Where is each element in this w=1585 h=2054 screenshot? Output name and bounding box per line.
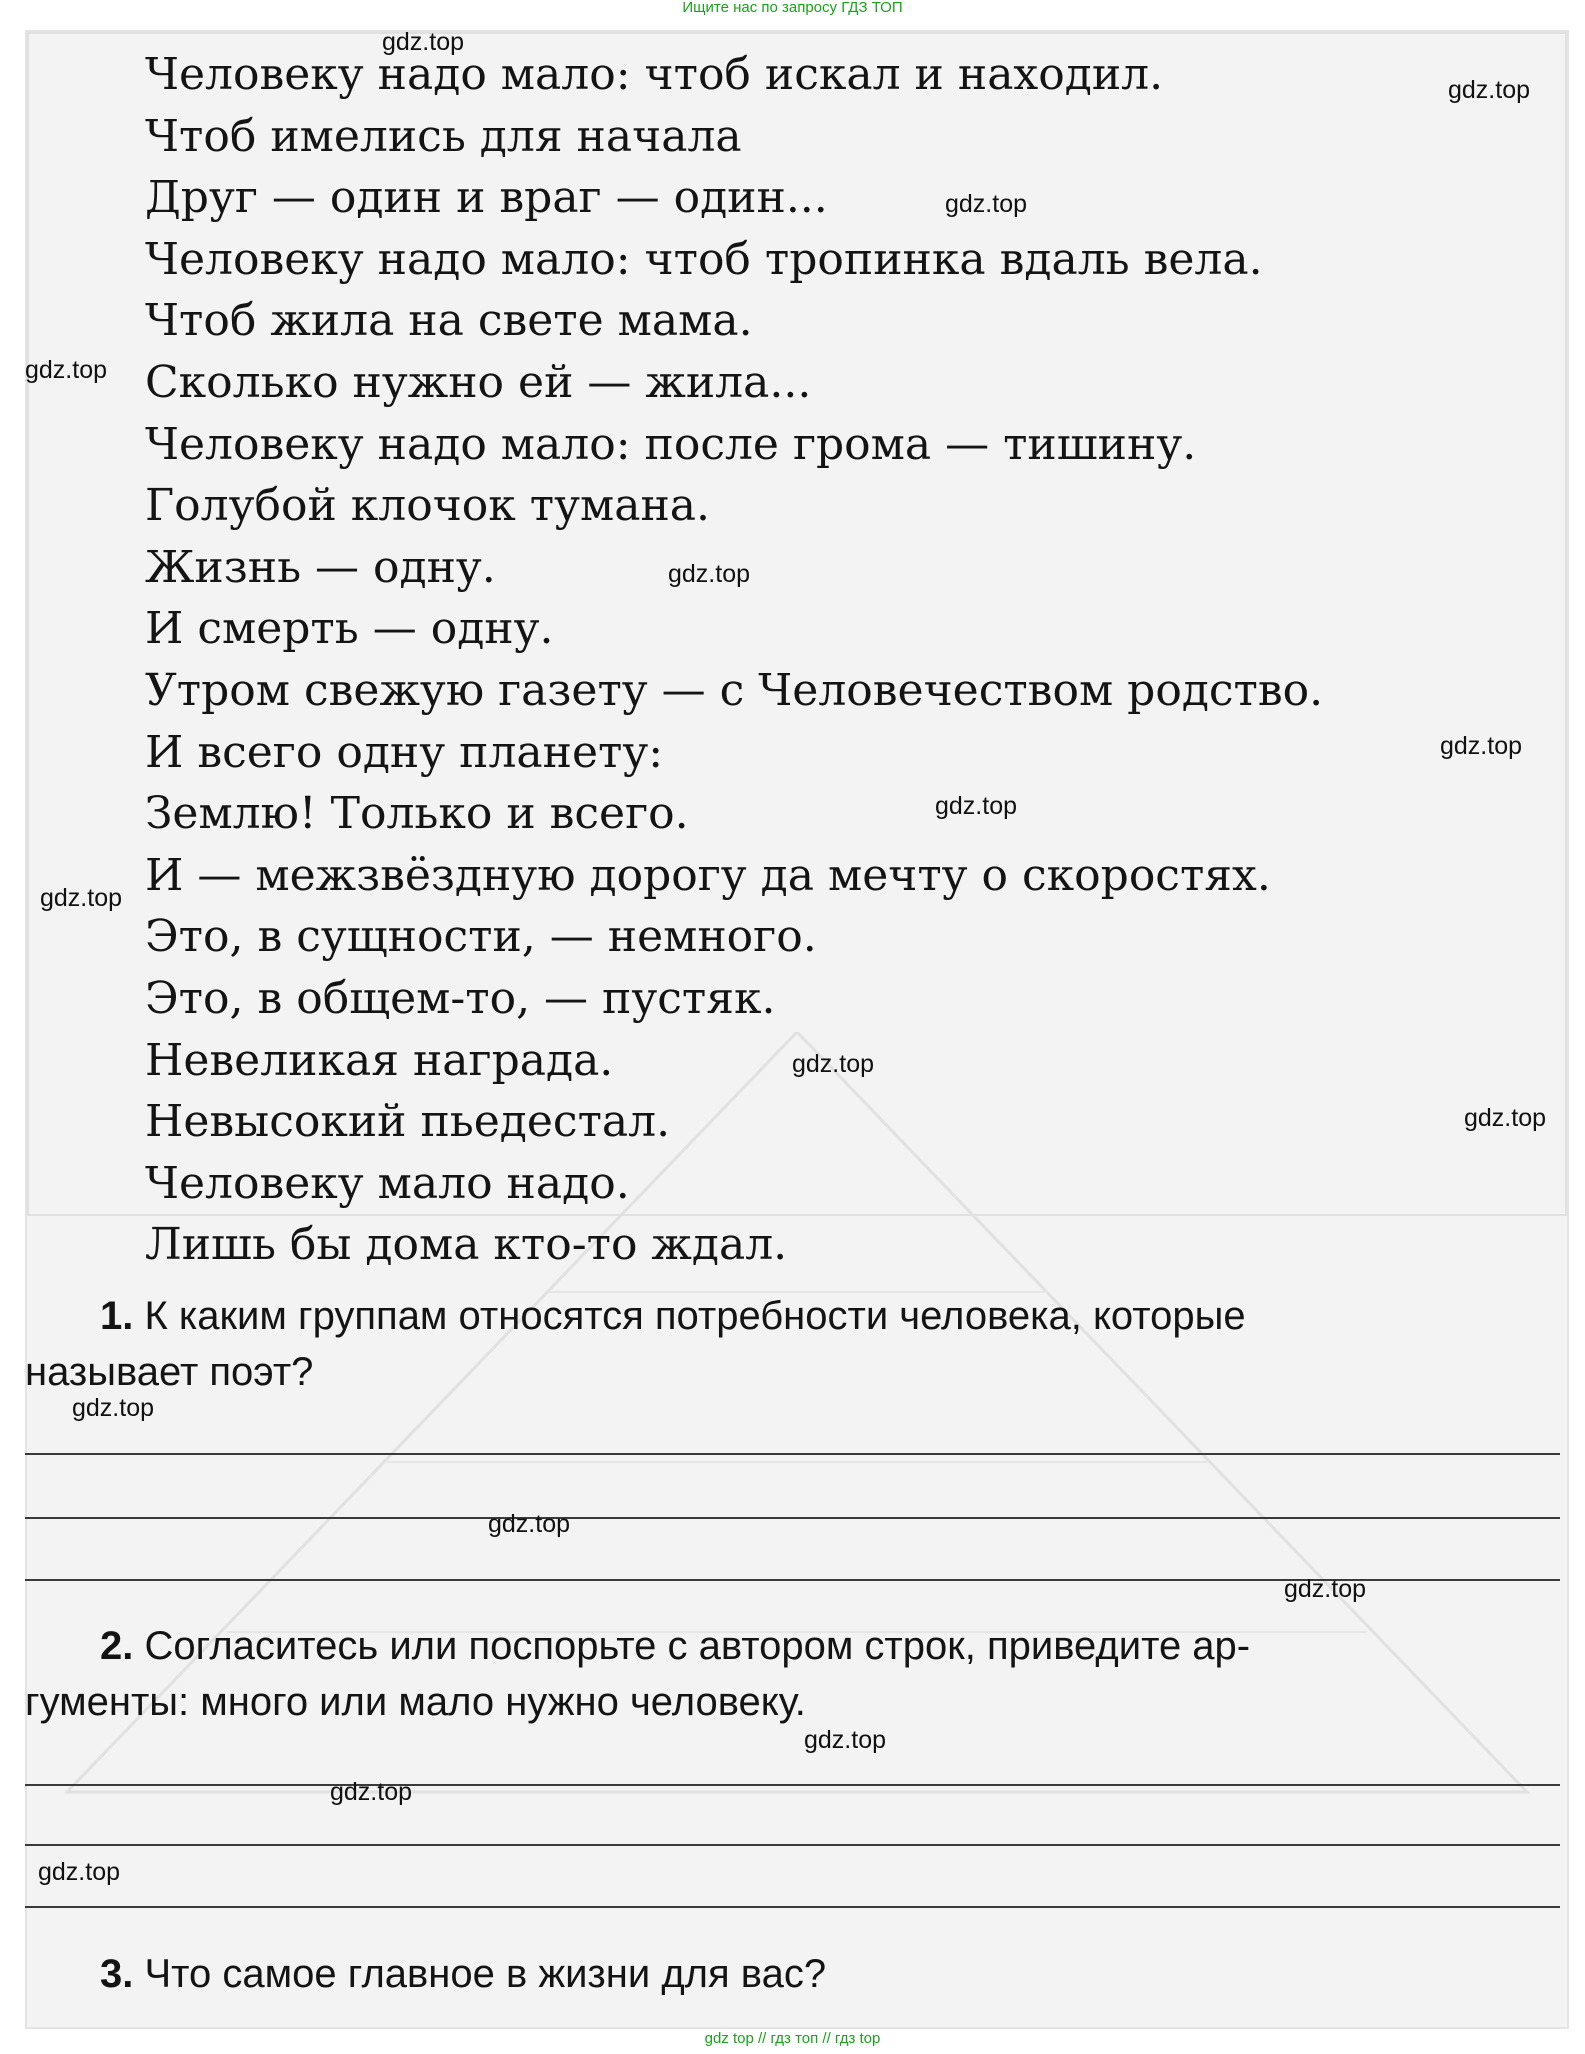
poem-line: Лишь бы дома кто-то ждал. xyxy=(145,1219,788,1271)
watermark: gdz.top xyxy=(72,1394,155,1422)
poem-line: Чтоб жила на свете мама. xyxy=(145,295,753,347)
poem-line: Чтоб имелись для начала xyxy=(145,110,742,162)
question-3 xyxy=(25,1946,1560,2002)
top-banner[interactable]: Ищите нас по запросу ГДЗ ТОП xyxy=(682,0,903,16)
poem-line: Человеку мало надо. xyxy=(145,1157,630,1209)
answer-line[interactable] xyxy=(25,1784,1560,1786)
watermark: gdz.top xyxy=(804,1726,887,1754)
watermark: gdz.top xyxy=(382,28,465,56)
watermark: gdz.top xyxy=(792,1050,875,1078)
question-text: Согласитесь или поспорьте с автором строк, приведите ар- xyxy=(144,1624,1251,1668)
poem-line: И — межзвёздную дорогу да мечту о скоростях. xyxy=(145,849,1271,901)
watermark: gdz.top xyxy=(40,884,123,912)
watermark: gdz.top xyxy=(1284,1575,1367,1603)
question-text: К каким группам относятся потребности человека, которые xyxy=(144,1294,1246,1338)
poem-line: И смерть — одну. xyxy=(145,603,554,655)
answer-line[interactable] xyxy=(25,1517,1560,1519)
watermark: gdz.top xyxy=(945,190,1028,218)
poem xyxy=(145,44,1525,1276)
poem-line: Это, в общем-то, — пустяк. xyxy=(145,972,776,1024)
watermark: gdz.top xyxy=(935,792,1018,820)
question-2 xyxy=(25,1618,1560,1730)
poem-line: Человеку надо мало: чтоб искал и находил. xyxy=(145,49,1164,100)
question-text: называет поэт? xyxy=(25,1350,314,1394)
poem-line: Человеку надо мало: после грома — тишину. xyxy=(145,418,1197,470)
poem-line: Это, в сущности, — немного. xyxy=(145,911,817,963)
poem-line: Жизнь — одну. xyxy=(145,541,496,593)
poem-line: Утром свежую газету — с Человечеством родство. xyxy=(145,664,1324,716)
poem-line: Человеку надо мало: чтоб тропинка вдаль вела. xyxy=(145,233,1263,285)
answer-line[interactable] xyxy=(25,1453,1560,1455)
watermark: gdz.top xyxy=(1440,732,1523,760)
watermark: gdz.top xyxy=(1464,1104,1547,1132)
question-text: Что самое главное в жизни для вас? xyxy=(144,1952,827,1996)
question-number: 3. xyxy=(100,1952,134,1996)
watermark: gdz.top xyxy=(25,356,108,384)
answer-line[interactable] xyxy=(25,1906,1560,1908)
watermark: gdz.top xyxy=(668,560,751,588)
question-1 xyxy=(25,1288,1560,1400)
watermark: gdz.top xyxy=(488,1510,571,1538)
poem-line: Голубой клочок тумана. xyxy=(145,480,710,532)
question-number: 1. xyxy=(100,1294,134,1338)
poem-line: Друг — один и враг — один... xyxy=(145,172,828,224)
poem-line: Землю! Только и всего. xyxy=(145,788,689,840)
poem-line: Невысокий пьедестал. xyxy=(145,1096,671,1148)
answer-line[interactable] xyxy=(25,1844,1560,1846)
poem-line: Невеликая награда. xyxy=(145,1034,614,1086)
question-text: гументы: много или мало нужно человеку. xyxy=(25,1680,806,1724)
question-number: 2. xyxy=(100,1624,134,1668)
bottom-banner[interactable]: gdz top // гдз топ // гдз top xyxy=(704,2030,881,2047)
watermark: gdz.top xyxy=(38,1858,121,1886)
poem-line: И всего одну планету: xyxy=(145,726,664,778)
poem-line: Сколько нужно ей — жила... xyxy=(145,356,812,408)
watermark: gdz.top xyxy=(330,1778,413,1806)
watermark: gdz.top xyxy=(1448,76,1531,104)
